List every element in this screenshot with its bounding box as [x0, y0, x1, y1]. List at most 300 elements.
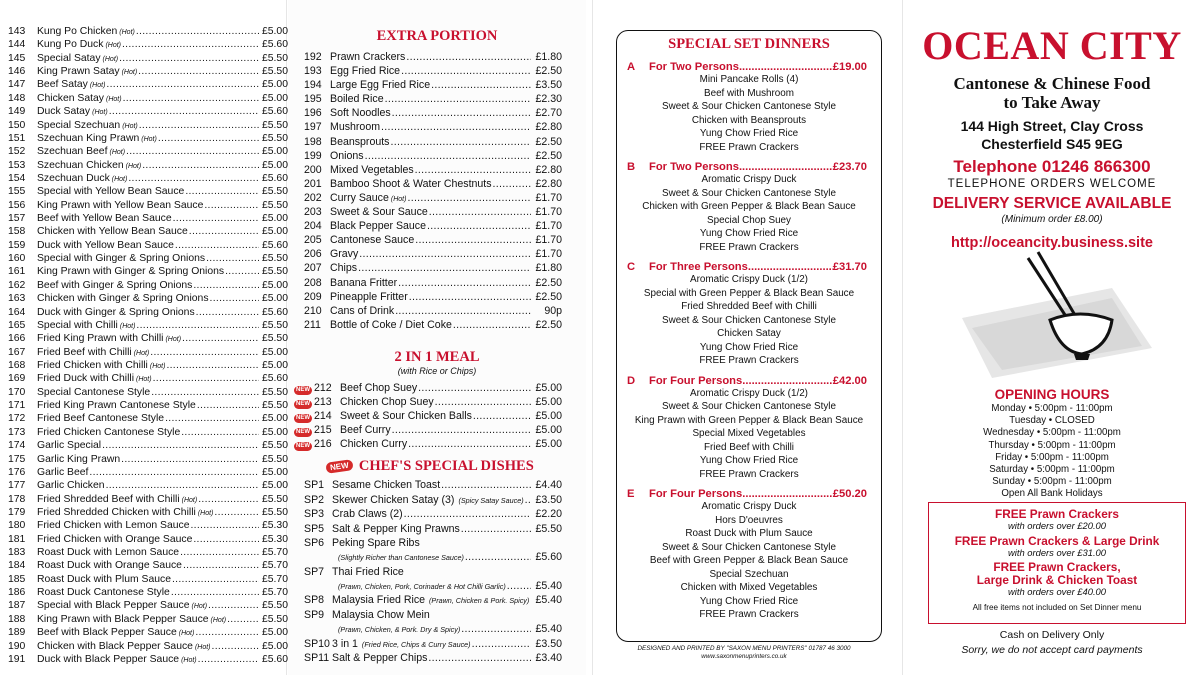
dot-leader — [427, 220, 531, 232]
menu-item-row — [8, 120, 288, 133]
two-in-one-list — [294, 382, 586, 452]
item-name: Chips — [330, 262, 358, 275]
menu-item-row — [304, 479, 562, 493]
item-name: Boiled Rice — [330, 93, 384, 106]
menu-item-row — [304, 494, 562, 508]
item-name: Garlic Special — [37, 440, 102, 452]
hot-label: (Hot) — [149, 362, 166, 370]
dot-leader — [739, 61, 833, 73]
item-name: Fried Beef with Chilli — [37, 346, 132, 358]
item-name: Fried Chicken with Chilli — [37, 359, 148, 371]
offer-condition: with orders over £20.00 — [1008, 520, 1106, 531]
dot-leader — [381, 121, 531, 133]
chef-special-heading: CHEF'S SPECIAL DISHES — [358, 458, 534, 475]
menu-item-row — [304, 65, 562, 79]
set-letter: B — [627, 161, 636, 173]
hot-label: (Hot) — [133, 349, 150, 357]
menu-item-row — [304, 566, 562, 580]
hot-label: (Hot) — [119, 29, 135, 36]
item-name: Cantonese Sauce — [330, 234, 415, 247]
item-price: £5.50 — [261, 333, 288, 345]
item-name: Special with Yellow Bean Sauce — [37, 186, 185, 198]
item-price: £5.60 — [261, 373, 288, 385]
item-price: £5.50 — [261, 440, 288, 452]
item-number: SP10 — [304, 637, 330, 650]
menu-item-row — [304, 580, 562, 594]
set-price: £23.70 — [832, 161, 867, 173]
set-dinner-item: Yung Chow Fried Rice — [699, 228, 799, 239]
dot-leader — [407, 192, 531, 204]
menu-item-row — [8, 146, 288, 159]
set-letter: E — [627, 488, 635, 500]
item-name: Prawn Crackers — [330, 51, 406, 63]
item-number: 202 — [304, 191, 322, 204]
item-price: £5.30 — [261, 520, 288, 532]
dot-leader — [441, 479, 531, 491]
item-name: Malaysia Fried Rice — [332, 594, 426, 607]
menu-item-row — [304, 136, 562, 150]
address-line1: 144 High Street, Clay Cross — [960, 118, 1144, 134]
item-number: 183 — [8, 547, 26, 559]
dot-leader — [109, 106, 259, 117]
new-badge: NEW — [296, 400, 310, 407]
item-price: £5.50 — [261, 319, 288, 331]
set-dinner-list — [617, 61, 881, 629]
fold-line — [902, 0, 903, 675]
item-name: Roast Duck with Lemon Sauce — [37, 547, 180, 559]
item-name: Malaysia Chow Mein — [332, 608, 430, 621]
item-price: £5.40 — [535, 580, 562, 593]
item-number: 185 — [8, 573, 26, 585]
item-number: 211 — [304, 318, 321, 331]
dot-leader — [472, 638, 531, 650]
set-dinner-item: Beef with Green Pepper & Black Bean Sauce — [649, 555, 849, 566]
dot-leader — [136, 26, 259, 37]
set-dinner-item: Fried Shredded Beef with Chilli — [681, 301, 817, 312]
menu-item-row — [8, 480, 288, 493]
dot-leader — [193, 534, 259, 545]
item-number: 161 — [8, 266, 26, 278]
offer-condition: with orders over £31.00 — [1008, 546, 1106, 558]
item-price: £5.70 — [261, 547, 288, 559]
dot-leader — [165, 413, 259, 424]
menu-item-row — [8, 427, 288, 440]
item-name: Roast Duck with Orange Sauce — [37, 560, 182, 572]
item-price: £5.50 — [535, 522, 562, 535]
item-number: SP7 — [304, 565, 325, 578]
set-dinner-item: Hors D'oeuvres — [715, 514, 783, 526]
menu-item-row — [8, 200, 288, 213]
item-number: 206 — [304, 248, 322, 261]
hot-label: (Hot) — [178, 630, 195, 638]
item-name: Kung Po Chicken — [37, 26, 118, 37]
item-name: 3 in 1 — [332, 637, 358, 650]
menu-panel-main-dishes — [0, 0, 288, 675]
dot-leader — [742, 375, 833, 387]
item-number: 163 — [8, 293, 26, 305]
front-cover — [904, 0, 1200, 675]
item-price: £3.40 — [535, 652, 562, 665]
set-label: For Two Persons — [649, 61, 739, 73]
dot-leader — [409, 291, 531, 303]
menu-item-row — [8, 413, 288, 426]
item-name: Szechuan Duck — [37, 172, 110, 184]
bowl-chopsticks-icon — [962, 248, 1152, 388]
item-number: 203 — [304, 206, 322, 219]
item-number: 200 — [304, 163, 322, 176]
menu-item-row — [8, 213, 288, 226]
item-price: £1.70 — [535, 191, 562, 204]
menu-item-row — [8, 347, 288, 360]
item-name: Special Szechuan — [37, 119, 121, 131]
item-name: Duck with Black Pepper Sauce — [37, 653, 180, 665]
item-number: 156 — [8, 199, 26, 211]
item-price: £5.00 — [261, 293, 288, 305]
new-badge: NEW — [296, 386, 310, 393]
set-label: For Four Persons — [649, 374, 743, 387]
item-number: 181 — [8, 533, 26, 545]
menu-item-row — [304, 551, 562, 565]
item-number: 162 — [8, 279, 26, 291]
menu-item-row — [8, 387, 288, 400]
dot-leader — [193, 280, 259, 291]
item-price: £5.00 — [535, 424, 562, 437]
set-dinner-item: Aromatic Crispy Duck — [701, 501, 797, 512]
set-dinner-item: Special Chop Suey — [707, 214, 791, 226]
item-name: Fried Chicken with Lemon Sauce — [37, 520, 190, 532]
item-number: 145 — [8, 52, 26, 64]
dot-leader — [431, 79, 531, 91]
set-dinner-item: Aromatic Crispy Duck — [701, 174, 797, 185]
item-number: 191 — [8, 653, 26, 665]
dot-leader — [119, 53, 259, 64]
item-price: £5.30 — [261, 533, 288, 545]
item-description: (Slightly Richer than Cantonese Sauce) — [338, 553, 464, 563]
item-name: Beef Chop Suey — [340, 381, 418, 394]
item-name: Gravy — [330, 248, 359, 261]
dot-leader — [742, 488, 833, 500]
item-price: £2.80 — [535, 163, 562, 176]
item-name: King Prawn with Ginger & Spring Onions — [37, 266, 225, 278]
item-name: Fried Shredded Chicken with Chilli — [37, 506, 196, 518]
opening-hours-line: Thursday • 5:00pm - 11:00pm — [988, 439, 1116, 451]
menu-item-row — [8, 360, 288, 373]
dot-leader — [461, 523, 531, 535]
menu-item-row — [8, 534, 288, 547]
dot-leader — [172, 574, 259, 585]
item-number: 146 — [8, 66, 26, 78]
hot-label: (Hot) — [105, 42, 121, 50]
item-number: 215 — [314, 424, 332, 437]
item-price: £5.00 — [261, 279, 288, 291]
menu-item-row — [8, 641, 288, 654]
menu-item-row — [8, 79, 288, 92]
item-price: £5.00 — [261, 346, 288, 358]
dot-leader — [208, 600, 259, 611]
menu-item-row — [304, 319, 562, 333]
item-number: 186 — [8, 587, 26, 599]
menu-panel-set-dinners — [594, 0, 894, 675]
item-price: £5.60 — [261, 39, 288, 51]
hot-label: (Hot) — [122, 122, 138, 130]
dot-leader — [195, 627, 259, 638]
offer-condition: with orders over £40.00 — [1008, 586, 1106, 597]
item-number: SP3 — [304, 508, 325, 521]
item-name: Fried Shredded Beef with Chilli — [37, 493, 180, 505]
item-price: £5.00 — [261, 92, 288, 104]
dot-leader — [166, 360, 259, 371]
menu-item-row — [294, 438, 562, 452]
item-description: (Prawn, Chicken, & Pork. Dry & Spicy) — [338, 625, 461, 635]
item-price: £5.40 — [535, 594, 562, 607]
opening-hours-line: Wednesday • 5:00pm - 11:00pm — [983, 427, 1121, 439]
item-name: Cans of Drink — [330, 304, 395, 317]
item-name: Fried King Prawn with Chilli — [37, 333, 164, 345]
dot-leader — [173, 213, 259, 224]
item-price: £5.50 — [261, 386, 288, 398]
item-price: £5.70 — [261, 587, 288, 599]
item-name: Garlic King Prawn — [37, 453, 121, 465]
item-number: 165 — [8, 319, 26, 331]
dot-leader — [365, 150, 531, 162]
item-price: £5.50 — [261, 186, 288, 198]
item-name: Roast Duck Cantonese Style — [37, 587, 170, 599]
menu-item-row — [8, 560, 288, 573]
menu-list — [8, 26, 288, 667]
item-number: 214 — [314, 410, 332, 423]
telephone: Telephone 01246 866300 — [953, 157, 1151, 176]
item-price: £5.50 — [261, 400, 288, 412]
set-dinner-item: FREE Prawn Crackers — [699, 609, 799, 620]
dot-leader — [89, 467, 259, 478]
item-price: £5.50 — [261, 132, 288, 144]
item-number: SP5 — [304, 522, 325, 535]
item-number: SP2 — [304, 493, 325, 506]
menu-item-row — [8, 494, 288, 507]
item-price: £1.70 — [535, 206, 562, 219]
website-link[interactable]: http://oceancity.business.site — [951, 235, 1153, 251]
dot-leader — [138, 66, 259, 77]
dot-leader — [525, 494, 531, 506]
dot-leader — [493, 178, 531, 190]
item-name: Banana Fritter — [330, 276, 398, 289]
offers-list — [929, 503, 1185, 598]
set-dinner-item: Sweet & Sour Chicken Cantonese Style — [661, 401, 836, 412]
set-dinner-item: Sweet & Sour Chicken Cantonese Style — [661, 101, 836, 112]
hot-label: (Hot) — [197, 509, 214, 517]
set-dinner-header — [617, 261, 881, 273]
item-number: 171 — [8, 400, 26, 412]
opening-hours-heading: OPENING HOURS — [994, 387, 1110, 402]
dot-leader — [106, 79, 259, 90]
item-name: Duck with Yellow Bean Sauce — [37, 239, 174, 251]
item-description: (Prawn, Chicken, Pork, Corinader & Hot Chilli Garlic) — [338, 582, 506, 592]
menu-item-row — [304, 623, 562, 637]
dot-leader — [418, 382, 531, 394]
item-number: 190 — [8, 640, 26, 652]
dot-leader — [392, 107, 531, 119]
item-price: £5.00 — [261, 466, 288, 478]
dot-leader — [150, 347, 259, 358]
hot-label: (Hot) — [102, 55, 119, 63]
set-dinner-header — [617, 61, 881, 73]
menu-item-row — [8, 587, 288, 600]
dot-leader — [198, 494, 259, 505]
set-dinner-item: Sweet & Sour Chicken Cantonese Style — [661, 314, 836, 326]
dot-leader — [142, 160, 259, 171]
set-dinner-header — [617, 375, 881, 387]
menu-item-row — [8, 600, 288, 613]
new-badge: NEW — [326, 460, 354, 475]
item-name: Special with Chilli — [37, 319, 118, 331]
dot-leader — [197, 400, 259, 411]
dot-leader — [121, 454, 259, 465]
item-name: King Prawn with Yellow Bean Sauce — [37, 199, 204, 211]
item-name: Fried King Prawn Cantonese Style — [37, 400, 196, 412]
item-name: Salt & Pepper King Prawns — [332, 522, 460, 535]
menu-item-row — [304, 609, 562, 623]
item-number: 175 — [8, 453, 26, 465]
item-price: £5.50 — [261, 506, 288, 518]
item-price: £2.30 — [535, 93, 562, 106]
menu-item-row — [8, 454, 288, 467]
menu-item-row — [8, 186, 288, 199]
item-name: Bamboo Shoot & Water Chestnuts — [330, 177, 492, 190]
dot-leader — [212, 641, 259, 652]
hot-label: (Hot) — [165, 336, 182, 344]
item-price: £4.40 — [535, 479, 562, 492]
item-number: 207 — [304, 262, 322, 275]
item-name: Special Satay — [37, 52, 101, 64]
dot-leader — [473, 410, 531, 422]
hot-label: (Hot) — [390, 195, 407, 203]
menu-item-row — [304, 262, 562, 276]
set-dinner-item: Sweet & Sour Chicken Cantonese Style — [661, 187, 836, 199]
item-number: 144 — [8, 39, 26, 51]
dot-leader — [153, 373, 259, 384]
two-in-one-heading: 2 IN 1 MEAL — [394, 348, 480, 365]
menu-item-row — [304, 93, 562, 107]
set-dinner-item: FREE Prawn Crackers — [699, 141, 799, 153]
tagline-line1: Cantonese & Chinese Food — [953, 74, 1151, 93]
set-dinner-item: FREE Prawn Crackers — [699, 468, 799, 480]
new-badge: NEW — [296, 443, 310, 450]
menu-item-row — [304, 234, 562, 248]
item-number: 153 — [8, 159, 26, 171]
dot-leader — [395, 305, 531, 317]
hot-label: (Hot) — [92, 109, 108, 117]
item-number: 209 — [304, 290, 322, 303]
item-price: £5.50 — [261, 199, 288, 211]
set-dinner-block — [617, 261, 881, 368]
menu-item-row — [8, 293, 288, 306]
set-dinner-item: Aromatic Crispy Duck (1/2) — [690, 387, 808, 399]
dot-leader — [748, 261, 833, 273]
menu-item-row — [8, 226, 288, 239]
item-price: £5.40 — [535, 623, 562, 636]
item-price: £5.50 — [261, 119, 288, 131]
set-dinner-block — [617, 488, 881, 622]
dot-leader — [210, 293, 259, 304]
set-dinners-heading: SPECIAL SET DINNERS — [668, 36, 830, 52]
item-number: 148 — [8, 92, 26, 104]
item-price: £3.50 — [535, 493, 562, 506]
menu-item-row — [304, 164, 562, 178]
menu-item-row — [294, 396, 562, 410]
opening-hours-list — [904, 403, 1200, 501]
dot-leader — [206, 253, 259, 264]
item-price: £5.60 — [535, 551, 562, 564]
item-price: £2.80 — [535, 177, 562, 190]
item-price: £1.70 — [535, 248, 562, 261]
item-number: 216 — [314, 438, 332, 451]
item-price: £5.50 — [261, 266, 288, 278]
item-number: 143 — [8, 26, 26, 37]
hot-label: (Hot) — [181, 656, 197, 664]
item-name: Chicken with Yellow Bean Sauce — [37, 226, 188, 238]
menu-item-row — [8, 654, 288, 667]
cash-on-delivery: Cash on Delivery Only — [999, 629, 1105, 641]
item-name: Beef with Ginger & Spring Onions — [37, 279, 193, 291]
item-name: Mushroom — [330, 121, 381, 134]
menu-item-row — [294, 410, 562, 424]
item-name: King Prawn with Black Pepper Sauce — [37, 613, 209, 625]
item-number: 166 — [8, 333, 26, 345]
dot-leader — [123, 93, 259, 104]
dot-leader — [406, 51, 531, 63]
menu-item-row — [304, 206, 562, 220]
item-number: 204 — [304, 220, 322, 233]
item-price: £5.00 — [261, 413, 288, 425]
dot-leader — [530, 594, 531, 606]
menu-item-row — [8, 373, 288, 386]
item-name: Chicken Curry — [340, 438, 408, 451]
item-price: £1.70 — [535, 234, 562, 247]
dot-leader — [401, 65, 531, 77]
dot-leader — [428, 652, 531, 664]
dot-leader — [182, 333, 259, 344]
item-name: Mixed Vegetables — [330, 163, 414, 176]
dot-leader — [189, 226, 259, 237]
item-number: 172 — [8, 413, 26, 425]
hot-label: (Hot) — [106, 95, 122, 103]
hot-label: (Hot) — [119, 322, 136, 330]
item-number: 158 — [8, 226, 26, 238]
item-name: Bottle of Coke / Diet Coke — [330, 318, 452, 331]
menu-item-row — [8, 106, 288, 119]
item-name: Szechuan Chicken — [37, 159, 124, 171]
offer-title: FREE Prawn Crackers — [995, 507, 1119, 521]
menu-item-row — [304, 291, 562, 305]
item-price: £3.50 — [535, 79, 562, 92]
fold-line — [592, 0, 593, 675]
menu-item-row — [304, 594, 562, 608]
menu-item-row — [304, 79, 562, 93]
set-dinner-block — [617, 375, 881, 482]
dot-leader — [385, 93, 531, 105]
item-name: Onions — [330, 149, 364, 162]
item-name: Sweet & Sour Sauce — [330, 206, 428, 219]
item-price: £5.00 — [261, 146, 288, 158]
item-name: Garlic Beef — [37, 466, 89, 478]
set-label: For Two Persons — [649, 161, 739, 173]
item-name: Kung Po Duck — [37, 39, 104, 51]
item-price: £2.20 — [535, 508, 562, 521]
dot-leader — [171, 587, 259, 598]
item-number: 164 — [8, 306, 26, 318]
item-number: 150 — [8, 119, 26, 131]
dot-leader — [429, 206, 531, 218]
